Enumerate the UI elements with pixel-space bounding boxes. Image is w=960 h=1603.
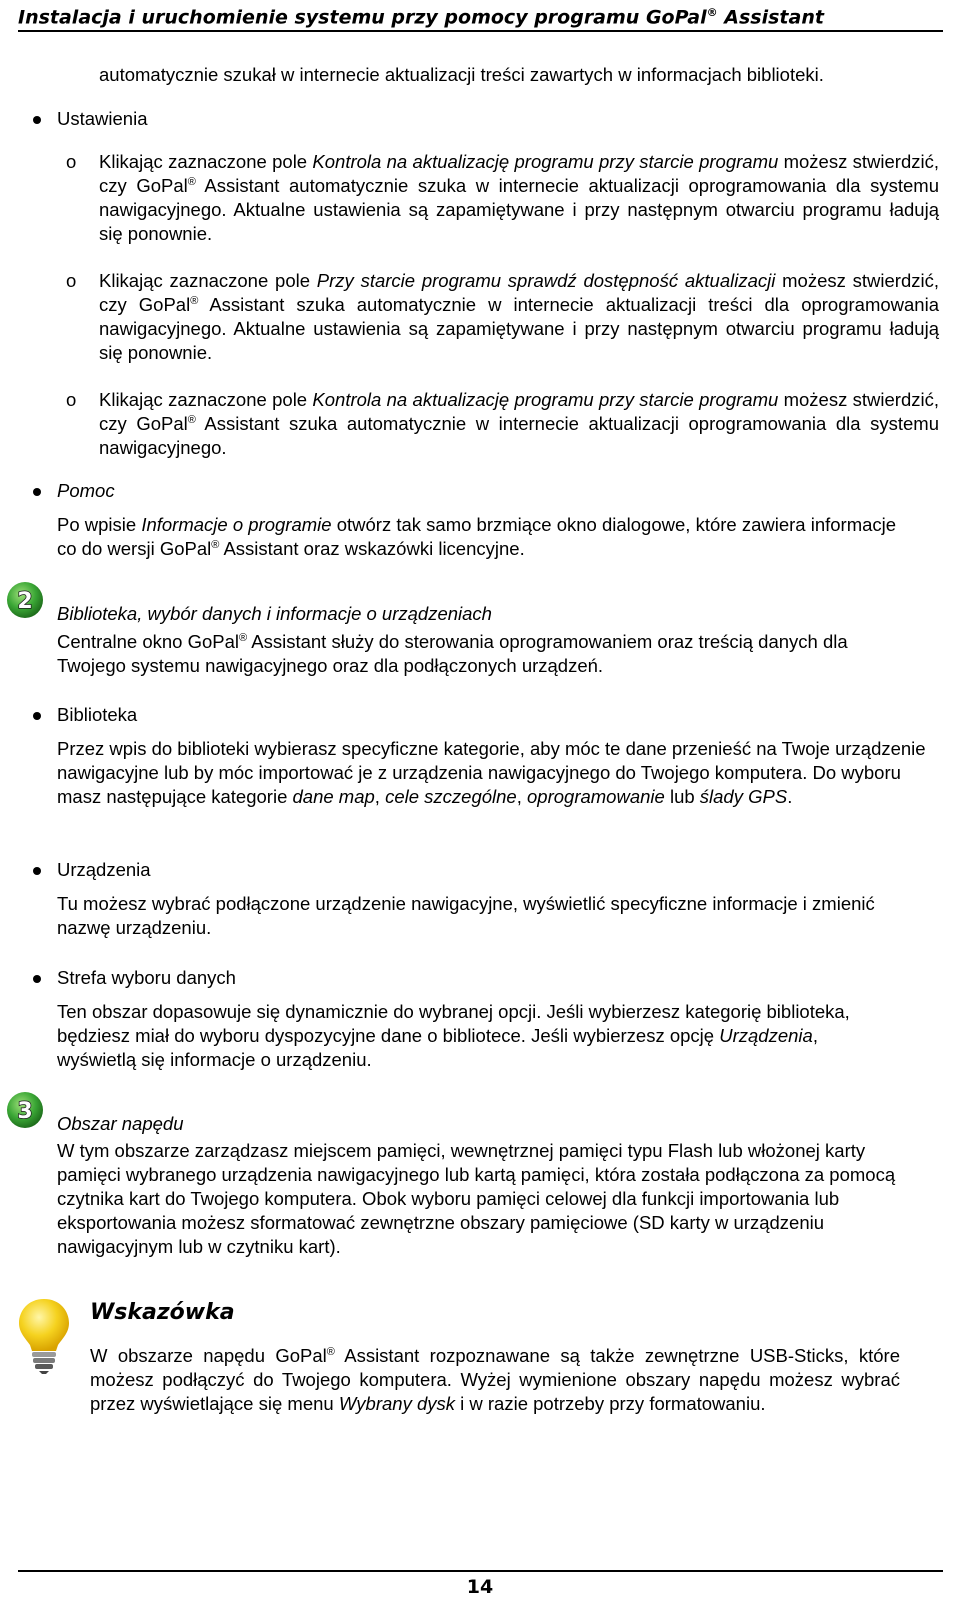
svg-text:3: 3 [17,1099,33,1124]
ustawienia-item-2: Klikając zaznaczone pole Przy starcie programu sprawdź dostępność aktualizacji możesz stwierdzić, czy GoPal® Assistant szuka automatycznie w internecie aktualizacji treści dla oprogramowania nawigacyjnego. Aktualne ustawienia są zapamiętywane i przy następnym otwarciu programu ładują się ponownie. [99,270,939,363]
page-header: Instalacja i uruchomienie systemu przy pomocy programu GoPal® Assistant [18,6,824,29]
urzadzenia-heading: Urządzenia [57,859,151,880]
section2-text: Centralne okno GoPal® Assistant służy do sterowania oprogramowaniem oraz treścią danych dla Twojego systemu nawigacyjnego oraz dla podłączonych urządzeń. [57,631,848,676]
bullet [33,975,41,983]
bullet [33,712,41,720]
section3-text: W tym obszarze zarządzasz miejscem pamięci, wewnętrznej pamięci typu Flash lub włożonej karty pamięci wybranego urządzenia nawigacyjnego lub kartą pamięci, która została podłączona za pomocą czytnika kart do Twojego komputera. Obok wyboru pamięci celowej dla funkcji importowania lub eksportowania możesz sformatować zewnętrzne obszary pamięciowe (SD karty w urządzeniu nawigacyjnym lub w czytniku kart). [57,1140,896,1257]
ustawienia-heading: Ustawienia [57,108,148,129]
biblioteka-text: Przez wpis do biblioteki wybierasz specyficzne kategorie, aby móc te dane przenieść na Twoje urządzenie nawigacyjne lub by móc importować je z urządzenia nawigacyjnego do Twojego komputera. Do wyboru masz następujące kategorie dane map, cele szczególne, oprogramowanie lub ślady GPS. [57,738,926,807]
bullet [33,116,41,124]
urzadzenia-text: Tu możesz wybrać podłączone urządzenie nawigacyjne, wyświetlić specyficzne informacje i zmienić nazwę urządzeniu. [57,893,875,938]
biblioteka-heading: Biblioteka [57,704,138,725]
tip-text: W obszarze napędu GoPal® Assistant rozpoznawane są także zewnętrzne USB-Sticks, które możesz podłączyć do Twojego komputera. Wyżej wymienione obszary napędu możesz wybrać przez wyświetlające się menu Wybrany dysk i w razie potrzeby przy formatowaniu. [90,1345,900,1414]
strefa-text: Ten obszar dopasowuje się dynamicznie do wybranej opcji. Jeśli wybierzesz kategorię biblioteka, będziesz miał do wyboru dyspozycyjne dane o bibliotece. Jeśli wybierzesz opcję Urządzenia, wyświetlą się informacje o urządzeniu. [57,1001,850,1070]
svg-text:2: 2 [17,589,33,614]
green-number-2-icon [5,580,45,620]
section3-title: Obszar napędu [57,1113,184,1134]
intro-line: automatycznie szukał w internecie aktualizacji treści zawartych w informacjach biblioteki. [99,64,824,85]
sub-bullet: o [66,389,77,410]
tip-title: Wskazówka [90,1300,235,1325]
ustawienia-item-1: Klikając zaznaczone pole Kontrola na aktualizację programu przy starcie programu możesz stwierdzić, czy GoPal® Assistant automatycznie szuka w internecie aktualizacji oprogramowania dla systemu nawigacyjnego. Aktualne ustawienia są zapamiętywane i przy następnym otwarciu programu ładują się ponownie. [99,151,939,244]
section2-title: Biblioteka, wybór danych i informacje o urządzeniach [57,603,492,624]
bullet [33,867,41,875]
bullet [33,488,41,496]
green-number-3-icon [5,1090,45,1130]
sub-bullet: o [66,270,77,291]
footer-divider [18,1570,943,1572]
ustawienia-item-3: Klikając zaznaczone pole Kontrola na aktualizację programu przy starcie programu możesz stwierdzić, czy GoPal® Assistant szuka automatycznie w internecie aktualizacji oprogramowania dla systemu nawigacyjnego. [99,389,939,458]
strefa-heading: Strefa wyboru danych [57,967,236,988]
sub-bullet: o [66,151,77,172]
pomoc-text: Po wpisie Informacje o programie otwórz tak samo brzmiące okno dialogowe, które zawiera informacje co do wersji GoPal® Assistant oraz wskazówki licencyjne. [57,514,897,559]
header-divider [18,30,943,32]
light-bulb-icon [14,1295,74,1375]
pomoc-heading: Pomoc [57,480,115,501]
page-number: 14 [466,1576,494,1598]
